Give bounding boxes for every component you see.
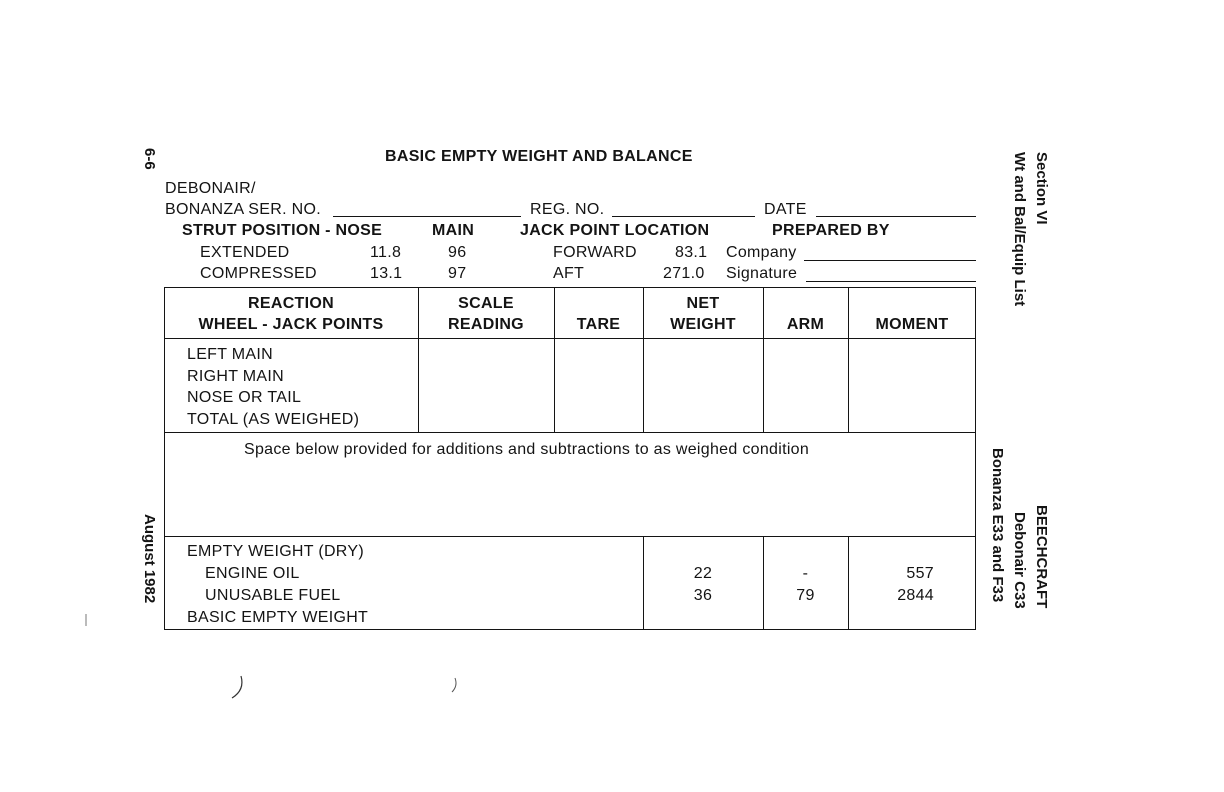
brand-name: BEECHCRAFT (1033, 505, 1050, 609)
additions-note: Space below provided for additions and subtractions to as weighed condition (244, 441, 810, 458)
prepared-by-header: PREPARED BY (772, 222, 890, 239)
moment-header: MOMENT (875, 316, 949, 333)
brand-model-1: Debonair C33 (1011, 512, 1028, 609)
engine-oil-label: ENGINE OIL (205, 565, 300, 582)
form-title: BASIC EMPTY WEIGHT AND BALANCE (385, 148, 693, 165)
compressed-main-value: 97 (448, 265, 467, 282)
extended-label: EXTENDED (200, 244, 290, 261)
aft-label: AFT (553, 265, 585, 282)
basic-empty-weight-label: BASIC EMPTY WEIGHT (187, 609, 369, 626)
scale-header-1: SCALE (458, 295, 514, 312)
section-title: Section VI (1033, 152, 1050, 225)
tare-header: TARE (576, 316, 621, 333)
strut-position-header: STRUT POSITION - NOSE (182, 222, 383, 239)
serial-number-label: BONANZA SER. NO. (165, 201, 321, 218)
net-header-2: WEIGHT (670, 316, 736, 333)
unusable-fuel-arm: 79 (796, 587, 815, 604)
forward-label: FORWARD (553, 244, 637, 261)
compressed-label: COMPRESSED (200, 265, 317, 282)
compressed-nose-value: 13.1 (370, 265, 403, 282)
empty-weight-dry-label: EMPTY WEIGHT (DRY) (187, 543, 364, 560)
page-date: August 1982 (141, 514, 158, 604)
unusable-fuel-moment: 2844 (897, 587, 934, 604)
page-number: 6-6 (141, 148, 158, 170)
reg-number-label: REG. NO. (530, 201, 605, 218)
debonair-label: DEBONAIR/ (165, 180, 256, 197)
reaction-header-1: REACTION (248, 295, 334, 312)
aft-value: 271.0 (663, 265, 705, 282)
net-header-1: NET (686, 295, 720, 312)
unusable-fuel-label: UNUSABLE FUEL (205, 587, 341, 604)
jack-point-header: JACK POINT LOCATION (520, 222, 710, 239)
unusable-fuel-net-weight: 36 (693, 587, 713, 604)
date-label: DATE (764, 201, 807, 218)
forward-value: 83.1 (675, 244, 708, 261)
engine-oil-moment: 557 (906, 565, 934, 582)
main-header: MAIN (432, 222, 475, 239)
company-label: Company (726, 244, 797, 261)
left-main-label: LEFT MAIN (187, 346, 273, 363)
extended-nose-value: 11.8 (370, 244, 402, 261)
arm-header: ARM (786, 316, 825, 333)
extended-main-value: 96 (448, 244, 467, 261)
total-as-weighed-label: TOTAL (AS WEIGHED) (187, 411, 360, 428)
engine-oil-arm: - (802, 565, 809, 582)
section-subtitle: Wt and Bal/Equip List (1011, 152, 1028, 307)
nose-or-tail-label: NOSE OR TAIL (187, 389, 302, 406)
signature-label: Signature (726, 265, 798, 282)
right-main-label: RIGHT MAIN (187, 368, 284, 385)
engine-oil-net-weight: 22 (693, 565, 713, 582)
brand-model-2: Bonanza E33 and F33 (989, 448, 1006, 603)
scale-header-2: READING (448, 316, 524, 333)
reaction-header-2: WHEEL - JACK POINTS (198, 316, 384, 333)
